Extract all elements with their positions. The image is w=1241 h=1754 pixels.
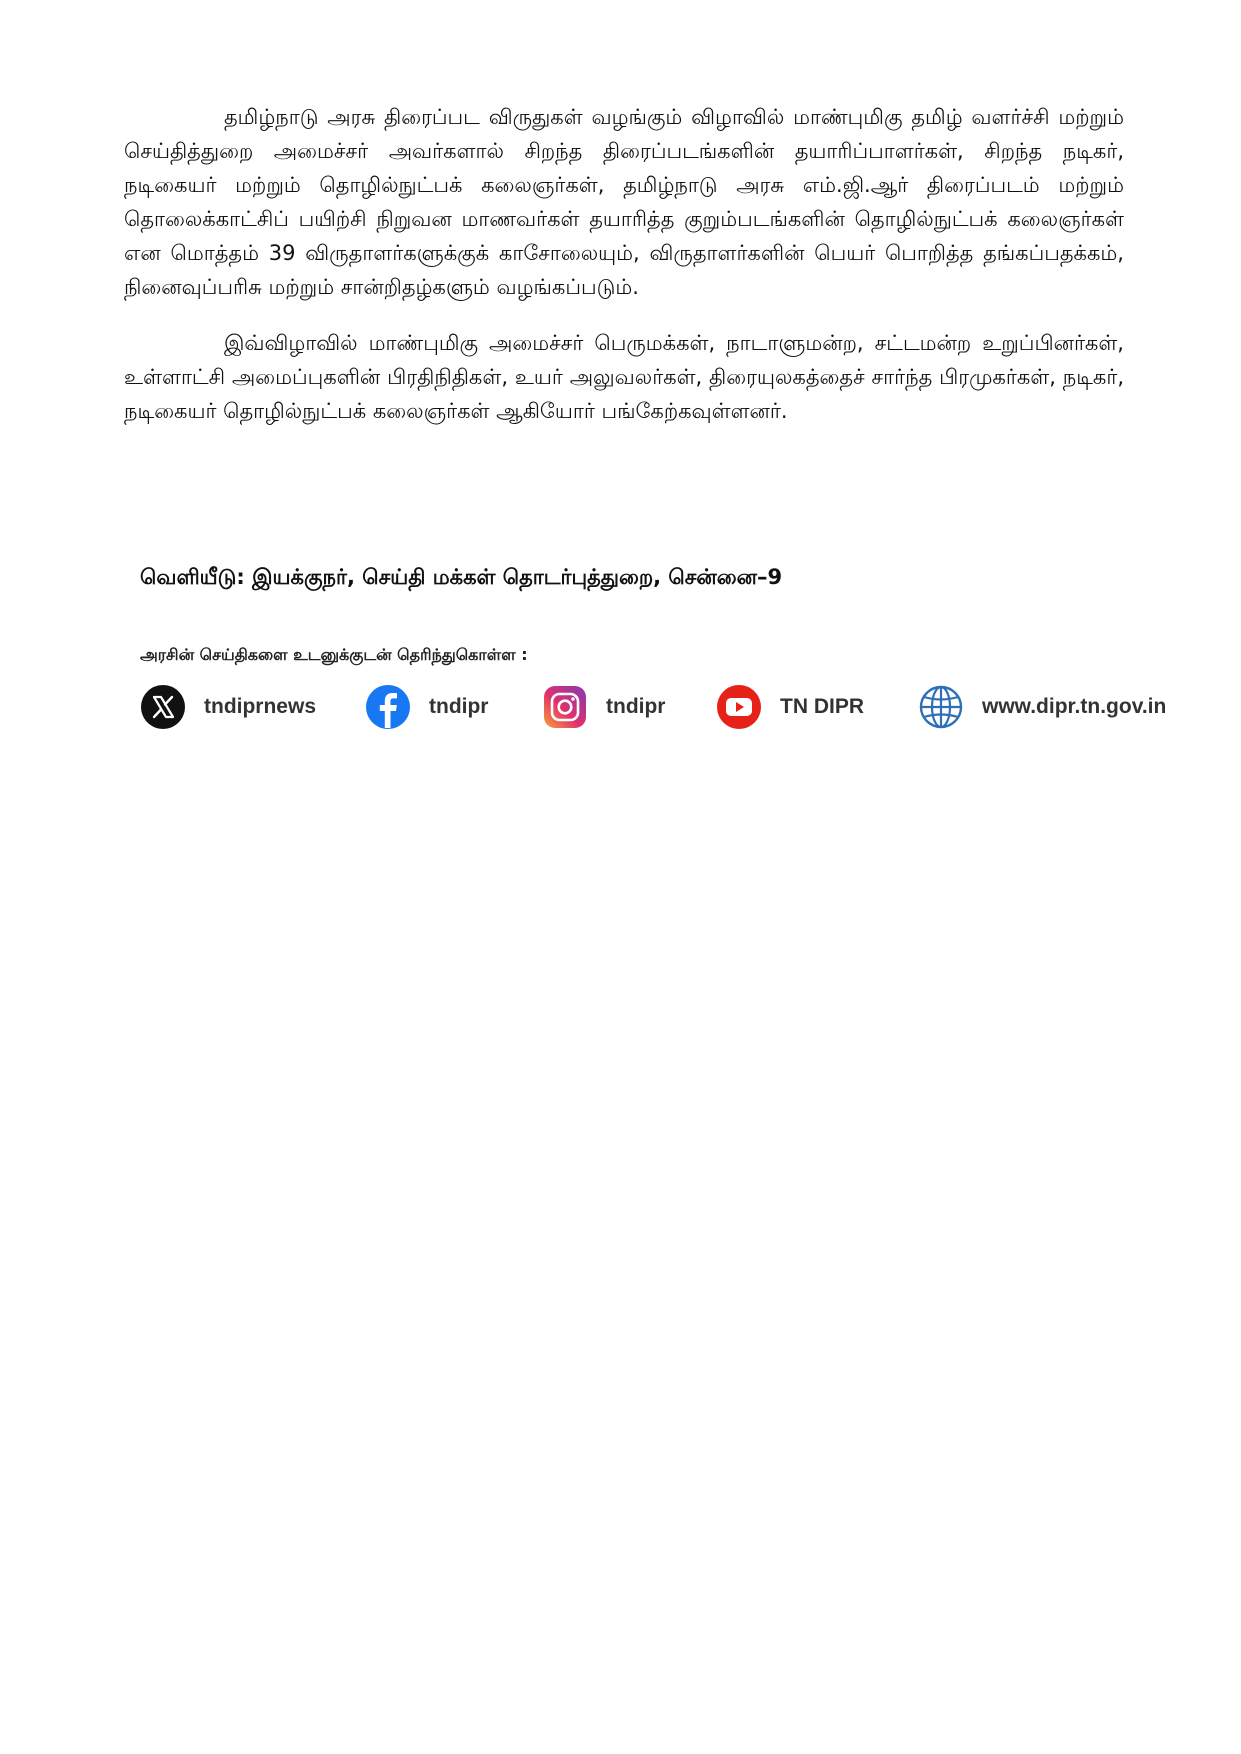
social-website[interactable] (918, 682, 1166, 732)
facebook-handle: tndipr (429, 695, 489, 718)
release-line: வெளியீடு: இயக்குநர், செய்தி மக்கள் தொடர்புத்துறை, சென்னை–9 (140, 565, 783, 589)
x-handle: tndiprnews (204, 695, 317, 718)
instagram-handle: tndipr (606, 695, 666, 718)
instagram-icon (542, 684, 588, 730)
paragraph-attendees: இவ்விழாவில் மாண்புமிகு அமைச்சர் பெருமக்கள், நாடாளுமன்ற, சட்டமன்ற உறுப்பினர்கள், உள்ளாட்சி அமைப்புகளின் பிரதிநிதிகள், உயர் அலுவலர்கள், திரையுலகத்தைச் சார்ந்த பிரமுகர்கள், நடிகர், நடிகையர் தொழில்நுட்பக் கலைஞர்கள் ஆகியோர் பங்கேற்கவுள்ளனர். (124, 331, 1124, 423)
paragraph-awards: தமிழ்நாடு அரசு திரைப்பட விருதுகள் வழங்கும் விழாவில் மாண்புமிகு தமிழ் வளர்ச்சி மற்றும் செய்தித்துறை அமைச்சர் அவர்களால் சிறந்த திரைப்படங்களின் தயாரிப்பாளர்கள், சிறந்த நடிகர், நடிகையர் மற்றும் தொழில்நுட்பக் கலைஞர்கள், தமிழ்நாடு அரசு எம்.ஜி.ஆர் திரைப்படம் மற்றும் தொலைக்காட்சிப் பயிற்சி நிறுவன மாணவர்கள் தயாரித்த குறும்படங்களின் தொழில்நுட்பக் கலைஞர்கள் என மொத்தம் 39 விருதாளர்களுக்குக் காசோலையும், விருதாளர்களின் பெயர் பொறித்த தங்கப்பதக்கம், நினைவுப்பரிசு மற்றும் சான்றிதழ்களும் வழங்கப்படும். (124, 105, 1124, 299)
facebook-icon (365, 684, 411, 730)
social-links (140, 682, 1200, 732)
website-url: www.dipr.tn.gov.in (982, 695, 1167, 718)
youtube-handle: TN DIPR (780, 695, 864, 718)
youtube-icon (716, 684, 762, 730)
social-youtube[interactable] (716, 682, 864, 732)
follow-label: அரசின் செய்திகளை உடனுக்குடன் தெரிந்துகொள்ள : (140, 645, 528, 664)
body-text (124, 100, 1124, 450)
social-instagram[interactable] (542, 682, 665, 732)
social-facebook[interactable] (365, 682, 488, 732)
social-x[interactable] (140, 682, 316, 732)
x-icon (140, 684, 186, 730)
globe-icon (918, 684, 964, 730)
